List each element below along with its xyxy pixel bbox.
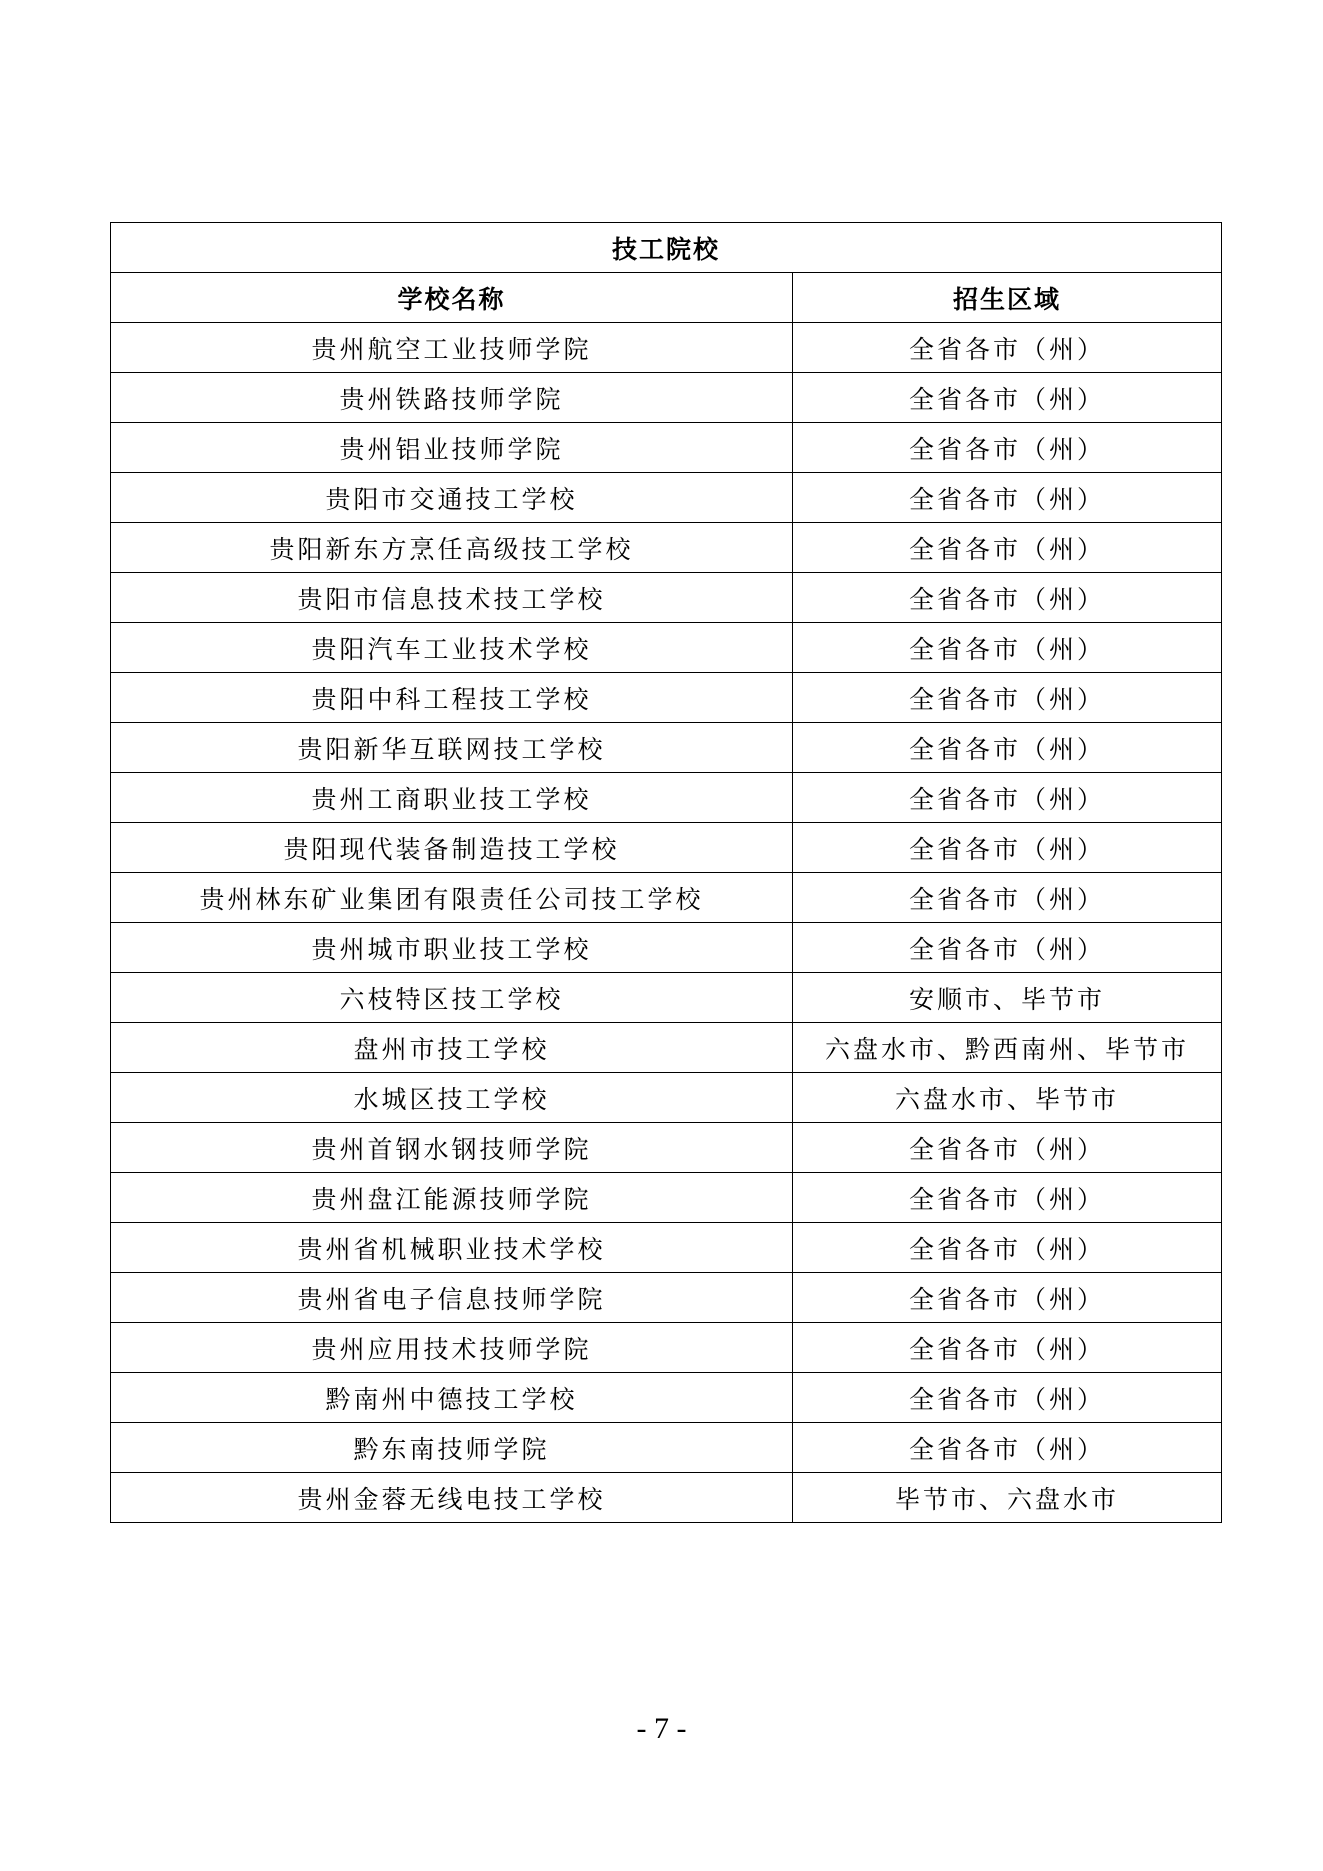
table-row — [111, 873, 1222, 923]
school-name-cell: 贵州盘江能源技师学院 — [111, 1173, 793, 1223]
region-cell: 全省各市（州） — [793, 373, 1222, 423]
school-name-cell: 贵阳市交通技工学校 — [111, 473, 793, 523]
school-name-cell: 贵州铁路技师学院 — [111, 373, 793, 423]
region-cell: 全省各市（州） — [793, 873, 1222, 923]
region-cell: 全省各市（州） — [793, 1173, 1222, 1223]
school-name-cell: 贵州省电子信息技师学院 — [111, 1273, 793, 1323]
school-name-cell: 贵州应用技术技师学院 — [111, 1323, 793, 1373]
table-row — [111, 1223, 1222, 1273]
header-row — [111, 273, 1222, 323]
region-cell: 全省各市（州） — [793, 1123, 1222, 1173]
school-name-cell: 盘州市技工学校 — [111, 1023, 793, 1073]
school-name-cell: 黔东南技师学院 — [111, 1423, 793, 1473]
region-cell: 全省各市（州） — [793, 423, 1222, 473]
table-row — [111, 423, 1222, 473]
table-row — [111, 823, 1222, 873]
table-row — [111, 923, 1222, 973]
region-cell: 毕节市、六盘水市 — [793, 1473, 1222, 1523]
table-row — [111, 773, 1222, 823]
table-row — [111, 1273, 1222, 1323]
region-cell: 全省各市（州） — [793, 823, 1222, 873]
page-number: - 7 - — [636, 1712, 687, 1745]
school-name-cell: 贵阳中科工程技工学校 — [111, 673, 793, 723]
school-name-cell: 贵阳市信息技术技工学校 — [111, 573, 793, 623]
school-name-cell: 贵阳现代装备制造技工学校 — [111, 823, 793, 873]
table-row — [111, 1373, 1222, 1423]
header-region: 招生区域 — [793, 273, 1222, 323]
region-cell: 全省各市（州） — [793, 773, 1222, 823]
region-cell: 全省各市（州） — [793, 673, 1222, 723]
table-row — [111, 323, 1222, 373]
region-cell: 六盘水市、黔西南州、毕节市 — [793, 1023, 1222, 1073]
region-cell: 安顺市、毕节市 — [793, 973, 1222, 1023]
table-body — [111, 323, 1222, 1523]
region-cell: 全省各市（州） — [793, 1373, 1222, 1423]
table-row — [111, 723, 1222, 773]
table-row — [111, 673, 1222, 723]
table-row — [111, 623, 1222, 673]
table-row — [111, 1023, 1222, 1073]
header-school-name: 学校名称 — [111, 273, 793, 323]
table-row — [111, 473, 1222, 523]
region-cell: 全省各市（州） — [793, 623, 1222, 673]
table-row — [111, 523, 1222, 573]
school-name-cell: 贵州工商职业技工学校 — [111, 773, 793, 823]
school-name-cell: 贵州首钢水钢技师学院 — [111, 1123, 793, 1173]
region-cell: 全省各市（州） — [793, 323, 1222, 373]
region-cell: 全省各市（州） — [793, 1423, 1222, 1473]
table-row — [111, 1073, 1222, 1123]
schools-table — [110, 222, 1222, 1523]
table-row — [111, 373, 1222, 423]
region-cell: 六盘水市、毕节市 — [793, 1073, 1222, 1123]
table-row — [111, 1123, 1222, 1173]
section-title-row — [111, 223, 1222, 273]
school-name-cell: 贵州省机械职业技术学校 — [111, 1223, 793, 1273]
school-name-cell: 贵州铝业技师学院 — [111, 423, 793, 473]
school-name-cell: 黔南州中德技工学校 — [111, 1373, 793, 1423]
section-title: 技工院校 — [111, 223, 1222, 273]
region-cell: 全省各市（州） — [793, 1323, 1222, 1373]
school-name-cell: 贵州金蓉无线电技工学校 — [111, 1473, 793, 1523]
table-row — [111, 1173, 1222, 1223]
school-name-cell: 水城区技工学校 — [111, 1073, 793, 1123]
region-cell: 全省各市（州） — [793, 923, 1222, 973]
table-row — [111, 1323, 1222, 1373]
region-cell: 全省各市（州） — [793, 723, 1222, 773]
region-cell: 全省各市（州） — [793, 473, 1222, 523]
school-name-cell: 贵阳新华互联网技工学校 — [111, 723, 793, 773]
region-cell: 全省各市（州） — [793, 1223, 1222, 1273]
region-cell: 全省各市（州） — [793, 523, 1222, 573]
table-row — [111, 573, 1222, 623]
table-row — [111, 973, 1222, 1023]
school-name-cell: 贵阳汽车工业技术学校 — [111, 623, 793, 673]
school-name-cell: 贵州航空工业技师学院 — [111, 323, 793, 373]
school-name-cell: 贵州林东矿业集团有限责任公司技工学校 — [111, 873, 793, 923]
school-name-cell: 贵州城市职业技工学校 — [111, 923, 793, 973]
region-cell: 全省各市（州） — [793, 573, 1222, 623]
school-name-cell: 六枝特区技工学校 — [111, 973, 793, 1023]
region-cell: 全省各市（州） — [793, 1273, 1222, 1323]
school-name-cell: 贵阳新东方烹任高级技工学校 — [111, 523, 793, 573]
table-row — [111, 1423, 1222, 1473]
table-row — [111, 1473, 1222, 1523]
